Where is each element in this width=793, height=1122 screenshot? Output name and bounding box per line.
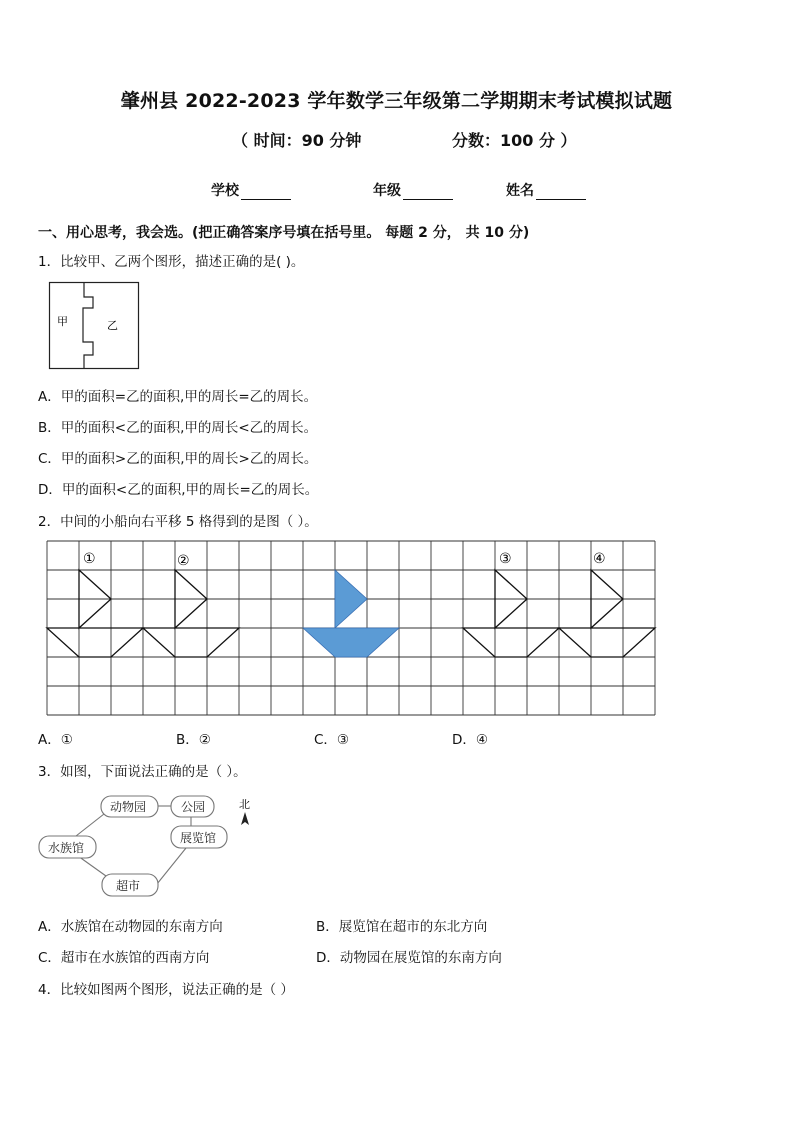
north-arrow-icon xyxy=(241,812,249,825)
q3-map-figure xyxy=(38,792,268,902)
q1-label-jia: 甲 xyxy=(57,315,68,328)
q2-boat1-hull xyxy=(47,628,143,657)
q3-option-b[interactable]: B．展览馆在超市的东北方向 xyxy=(316,919,488,935)
q3-label-zoo: 动物园 xyxy=(110,800,147,814)
q3-label-supermarket: 超市 xyxy=(116,879,141,893)
q2-center-boat-sail xyxy=(335,570,367,628)
section-heading: 一、用心思考，我会选。(把正确答案序号填在括号里。 每题 2 分， 共 10 分) xyxy=(38,225,530,241)
school-label: 学校 xyxy=(211,183,239,199)
q1-option-c[interactable]: C．甲的面积>乙的面积,甲的周长>乙的周长。 xyxy=(38,451,318,467)
name-field xyxy=(506,180,586,200)
q1-label-yi: 乙 xyxy=(107,319,118,332)
q3-option-a[interactable]: A．水族馆在动物园的东南方向 xyxy=(38,919,223,935)
grade-blank[interactable] xyxy=(403,185,453,200)
q1-option-a[interactable]: A．甲的面积=乙的面积,甲的周长=乙的周长。 xyxy=(38,389,318,405)
q1-figure xyxy=(49,282,141,370)
q1-option-b[interactable]: B．甲的面积<乙的面积,甲的周长<乙的周长。 xyxy=(38,420,318,436)
name-blank[interactable] xyxy=(536,185,586,200)
school-field xyxy=(211,180,291,200)
q3-label-park: 公园 xyxy=(181,800,206,814)
q2-label-1: ① xyxy=(83,551,96,567)
exam-time: （ 时间：90 分钟 xyxy=(232,131,362,150)
q2-label-2: ② xyxy=(177,553,190,569)
q3-label-exhibition: 展览馆 xyxy=(180,831,217,845)
q2-boat2-hull xyxy=(143,628,239,657)
q2-boat3-hull xyxy=(463,628,559,657)
q2-option-a[interactable]: A．① xyxy=(38,732,73,748)
name-label: 姓名 xyxy=(506,183,534,199)
q3-option-d[interactable]: D．动物园在展览馆的东南方向 xyxy=(316,950,502,966)
q4-stem: 4．比较如图两个图形，说法正确的是（ ） xyxy=(38,982,294,998)
q2-grid-figure xyxy=(47,541,657,719)
q2-stem: 2．中间的小船向右平移 5 格得到的是图（ ）。 xyxy=(38,514,318,530)
q1-stem: 1．比较甲、乙两个图形，描述正确的是( )。 xyxy=(38,254,305,270)
q3-stem: 3．如图，下面说法正确的是（ ）。 xyxy=(38,764,247,780)
q3-option-c[interactable]: C．超市在水族馆的西南方向 xyxy=(38,950,210,966)
q2-option-d[interactable]: D．④ xyxy=(452,732,488,748)
q2-option-b[interactable]: B．② xyxy=(176,732,211,748)
q2-center-boat-hull xyxy=(303,628,399,657)
q1-option-d[interactable]: D．甲的面积<乙的面积,甲的周长=乙的周长。 xyxy=(38,482,319,498)
grade-field xyxy=(373,180,453,200)
q2-label-3: ③ xyxy=(499,551,512,567)
school-blank[interactable] xyxy=(241,185,291,200)
grade-label: 年级 xyxy=(373,183,401,199)
q3-north-label: 北 xyxy=(239,798,250,811)
exam-score: 分数：100 分 ） xyxy=(452,131,577,150)
q2-option-c[interactable]: C．③ xyxy=(314,732,350,748)
q2-boat4-hull xyxy=(559,628,655,657)
q3-label-aquarium: 水族馆 xyxy=(48,841,85,855)
q2-label-4: ④ xyxy=(593,551,606,567)
page-title: 肇州县 2022-2023 学年数学三年级第二学期期末考试模拟试题 xyxy=(120,90,673,112)
